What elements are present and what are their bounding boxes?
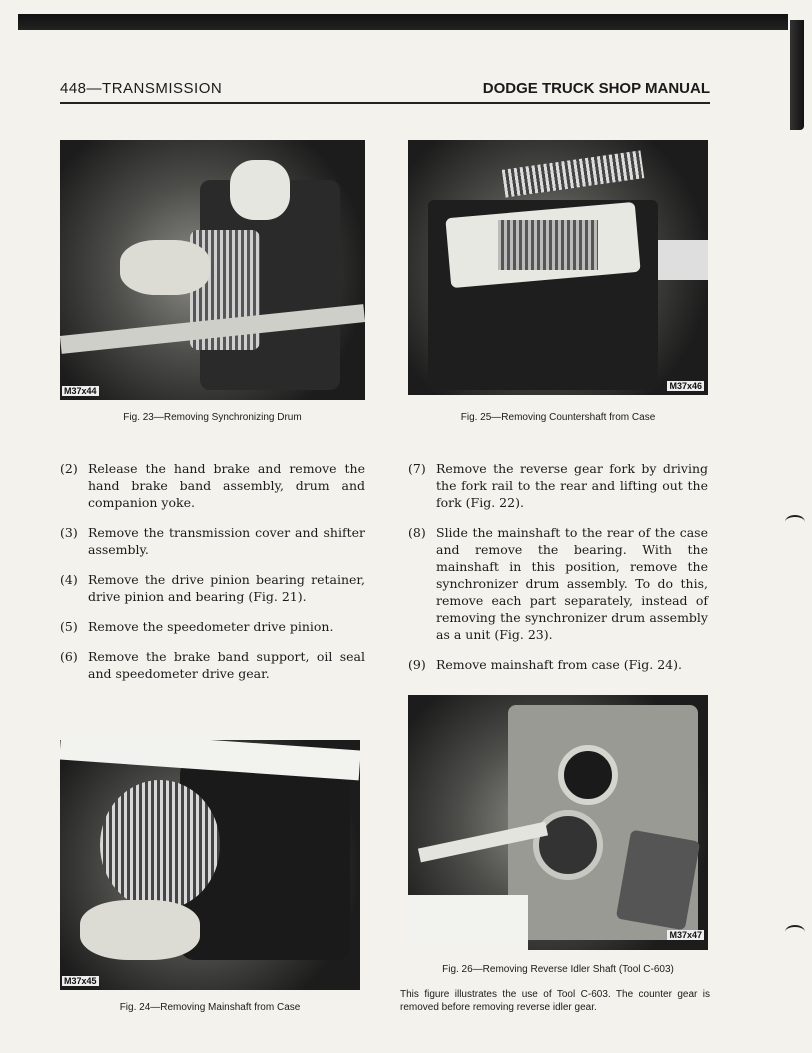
list-item bbox=[60, 571, 365, 605]
left-steps-list bbox=[60, 460, 365, 695]
edge-mark bbox=[785, 925, 805, 939]
step-text: Release the hand brake and remove the hand brake band assembly, drum and companion yoke. bbox=[88, 461, 365, 510]
step-number: (3) bbox=[60, 525, 78, 540]
figure-26-caption: Fig. 26—Removing Reverse Idler Shaft (Tool C-603) bbox=[442, 964, 674, 975]
step-number: (6) bbox=[60, 649, 78, 664]
step-text: Remove the transmission cover and shifter assembly. bbox=[88, 525, 365, 557]
step-number: (9) bbox=[408, 657, 426, 672]
scan-binding-edge bbox=[790, 20, 804, 130]
list-item bbox=[408, 656, 708, 673]
list-item bbox=[60, 618, 365, 635]
step-number: (8) bbox=[408, 525, 426, 540]
list-item bbox=[408, 524, 708, 643]
list-item bbox=[60, 648, 365, 682]
figure-24-caption: Fig. 24—Removing Mainshaft from Case bbox=[119, 1002, 301, 1013]
step-number: (5) bbox=[60, 619, 78, 634]
step-text: Remove the speedometer drive pinion. bbox=[88, 619, 334, 634]
right-steps-list bbox=[408, 460, 708, 686]
figure-25-caption: Fig. 25—Removing Countershaft from Case bbox=[460, 412, 656, 423]
figure-25-photo bbox=[408, 140, 708, 395]
figure-23-photo bbox=[60, 140, 365, 400]
step-text: Remove mainshaft from case (Fig. 24). bbox=[436, 657, 682, 672]
edge-mark bbox=[785, 515, 805, 529]
figure-26-note: This figure illustrates the use of Tool C-603. The counter gear is removed before removing reverse idler gear. bbox=[400, 989, 710, 1013]
step-text: Remove the drive pinion bearing retainer, drive pinion and bearing (Fig. 21). bbox=[88, 572, 365, 604]
step-number: (7) bbox=[408, 461, 426, 476]
figure-26-code: M37x47 bbox=[669, 930, 702, 940]
figure-23-caption: Fig. 23—Removing Synchronizing Drum bbox=[123, 412, 302, 423]
manual-title: DODGE TRUCK SHOP MANUAL bbox=[482, 80, 710, 97]
figure-24-photo bbox=[60, 740, 360, 990]
step-text: Remove the brake band support, oil seal and speedometer drive gear. bbox=[88, 649, 365, 681]
page-header bbox=[60, 80, 710, 104]
list-item bbox=[60, 460, 365, 511]
scan-top-edge bbox=[18, 14, 788, 30]
list-item bbox=[408, 460, 708, 511]
figure-26-photo bbox=[408, 695, 708, 950]
step-number: (4) bbox=[60, 572, 78, 587]
figure-25-code: M37x46 bbox=[669, 381, 702, 391]
figure-24-code: M37x45 bbox=[64, 976, 97, 986]
step-text: Slide the mainshaft to the rear of the case and remove the bearing. With the mainshaft in this position, remove the synchronizer drum assembly. To do this, remove each part separately, instead of removing the synchronizer drum assembly as a unit (Fig. 23). bbox=[436, 525, 708, 642]
section-title: 448—TRANSMISSION bbox=[60, 80, 223, 97]
figure-23-code: M37x44 bbox=[64, 386, 97, 396]
step-text: Remove the reverse gear fork by driving the fork rail to the rear and lifting out the fork (Fig. 22). bbox=[436, 461, 708, 510]
step-number: (2) bbox=[60, 461, 78, 476]
list-item bbox=[60, 524, 365, 558]
